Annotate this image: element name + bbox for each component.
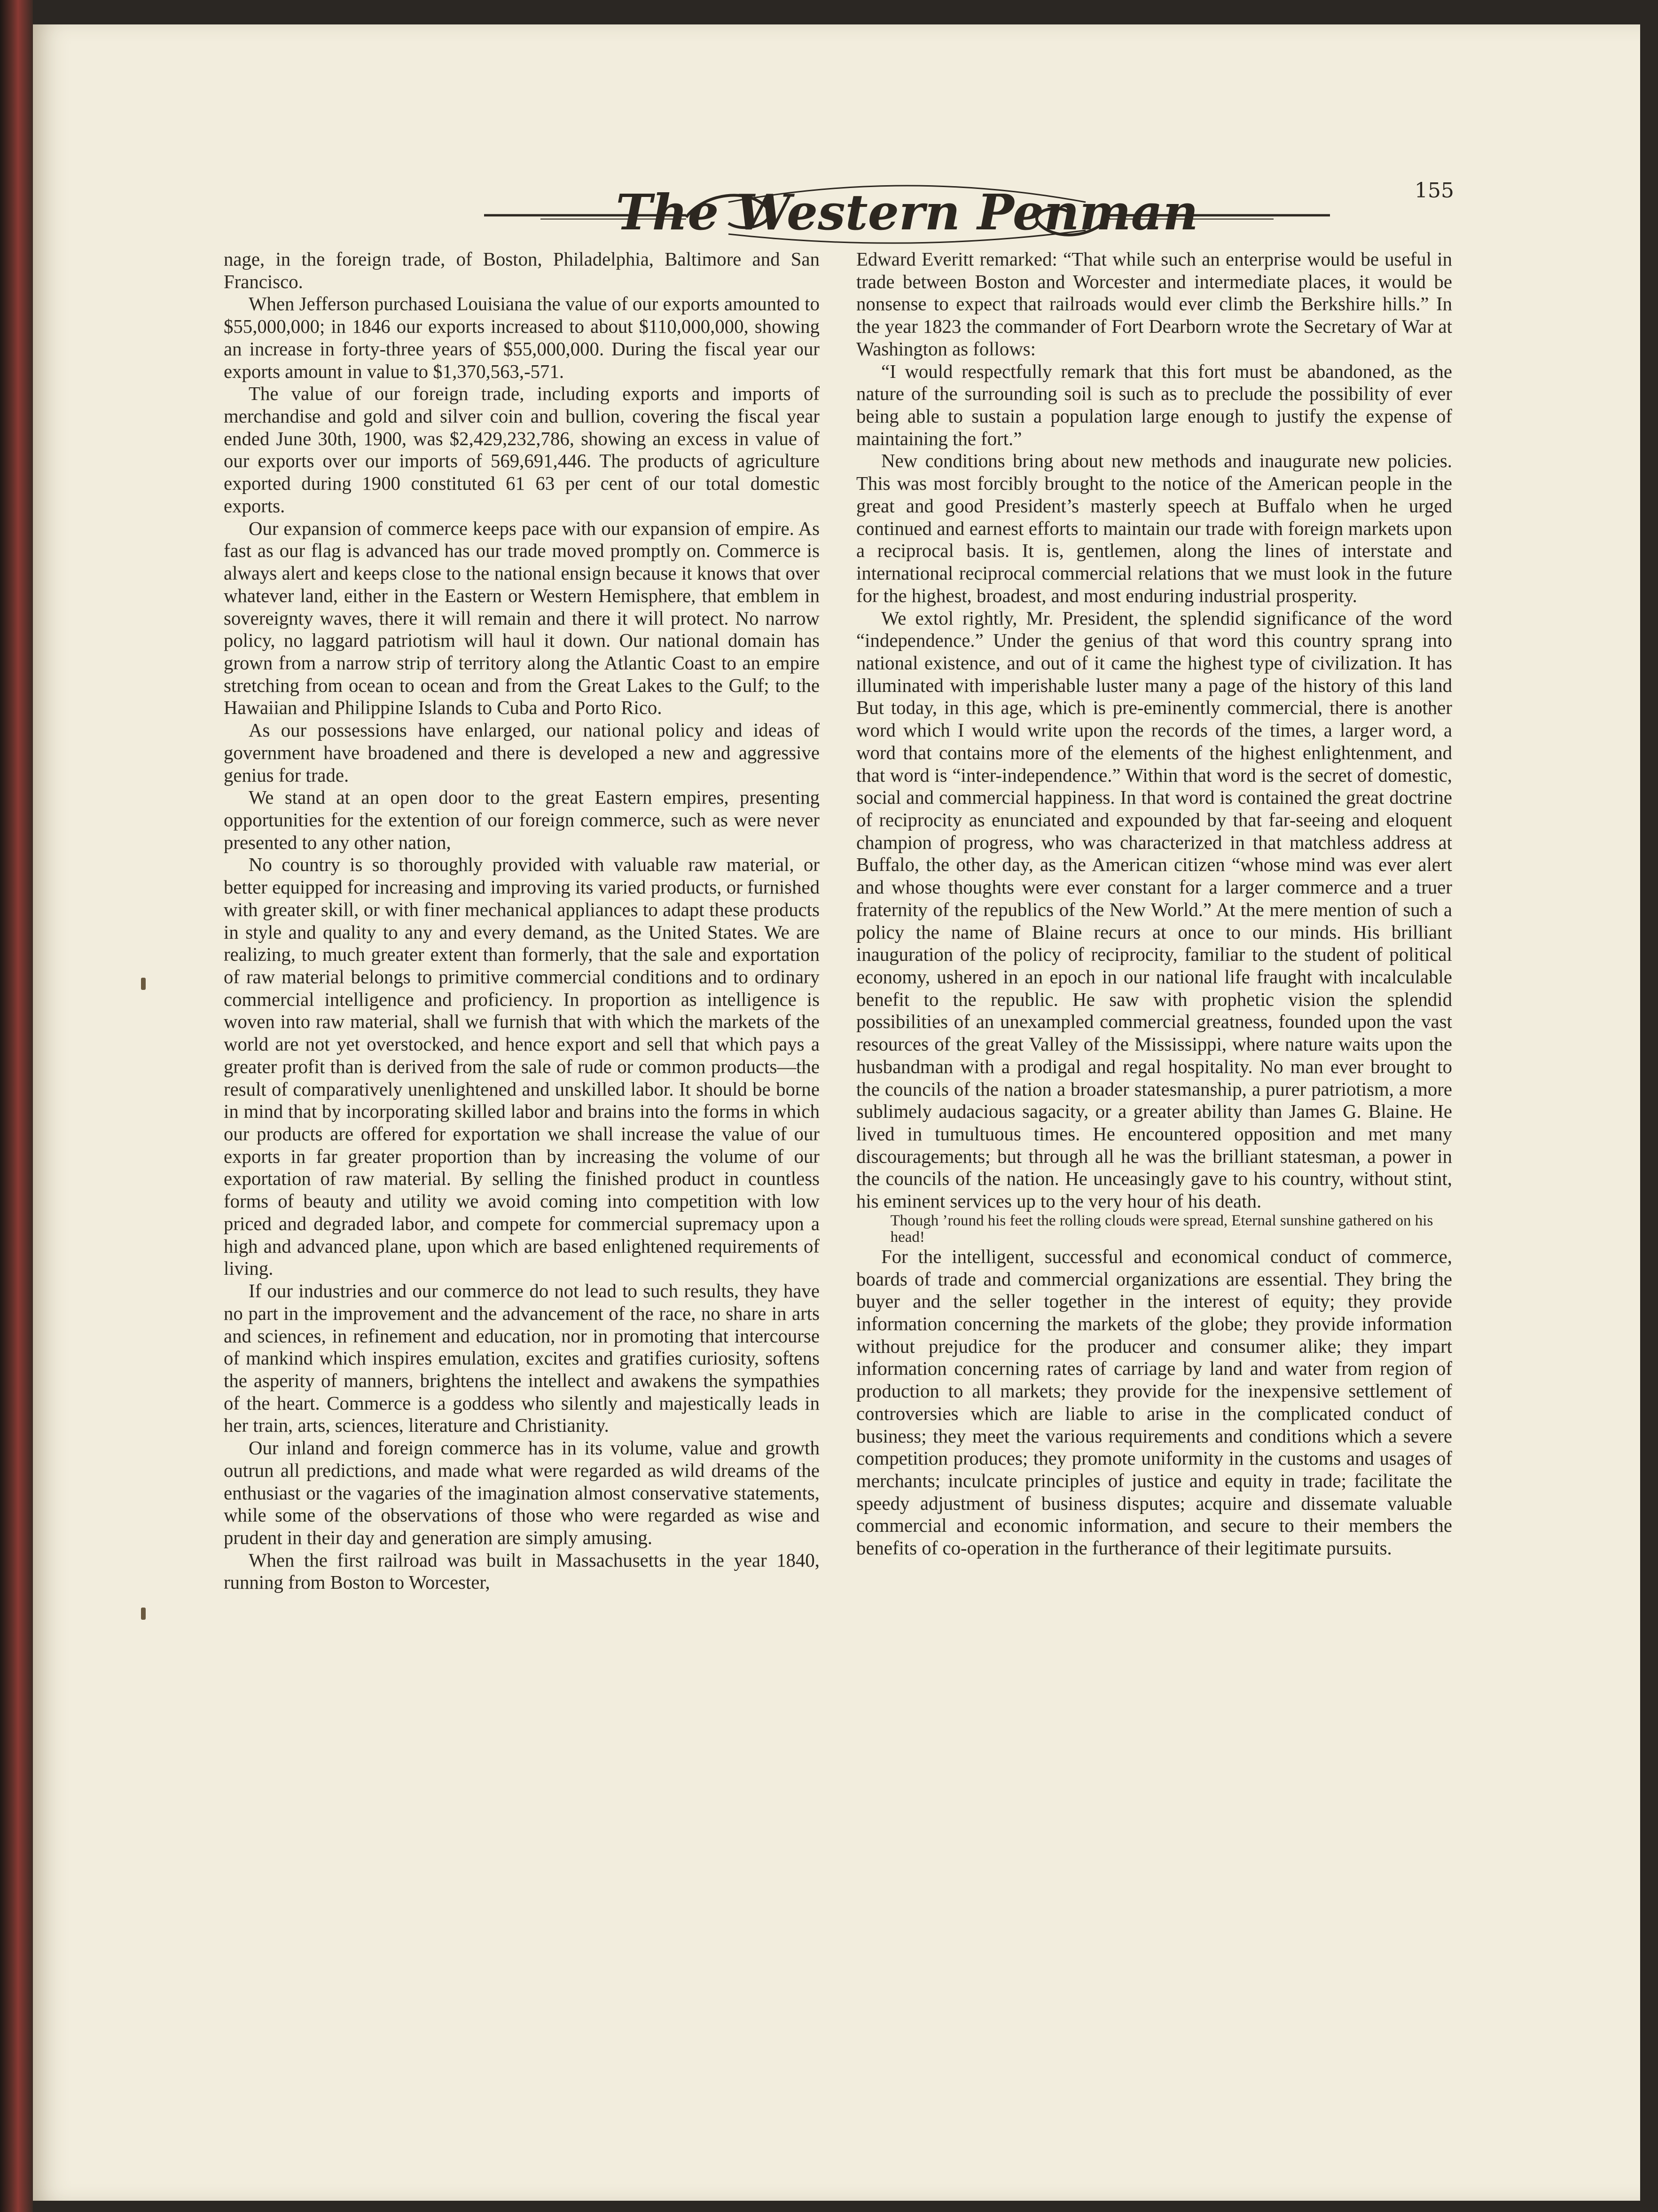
paragraph: If our industries and our commerce do not lead to such results, they have no part in the improvement and the advancement of the race, no share in arts and sciences, in refinement and education, nor in promoting that intercourse of mankind which inspires emulation, excites and gratifies curiosity, softens the asperity of manners, brightens the intellect and awakens the sympathies of the heart. Commerce is a goddess who silently and majestically leads in her train, arts, sciences, literature and Christianity.: [224, 1280, 820, 1436]
book-spine: [0, 0, 33, 2212]
paragraph: When Jefferson purchased Louisiana the value of our exports amounted to $55,000,000; in 1846 our exports increased to about $110,000,000, showing an increase in forty-three years of $55,000,000. During the fiscal year our exports amount in value to $1,370,563,-571.: [224, 293, 820, 382]
page-number: 155: [1415, 179, 1454, 203]
paragraph: As our possessions have enlarged, our national policy and ideas of government have broadened and there is developed a new and aggressive genius for trade.: [224, 720, 820, 786]
paragraph: The value of our foreign trade, including exports and imports of merchandise and gold and silver coin and bullion, covering the fiscal year ended June 30th, 1900, was $2,429,232,786, showing an excess in value of our exports over our imports of 569,691,446. The products of agriculture exported during 1900 constituted 61 63 per cent of our total domestic exports.: [224, 383, 820, 517]
paragraph: Edward Everitt remarked: “That while such an enterprise would be useful in trade between Boston and Worcester and intermediate places, it would be nonsense to expect that railroads would ever climb the Berkshire hills.” In the year 1823 the commander of Fort Dearborn wrote the Secretary of War at Washington as follows:: [856, 249, 1452, 360]
verse-quotation: Though ’round his feet the rolling clouds were spread, Eternal sunshine gathered on his head!: [890, 1212, 1433, 1246]
quotation-paragraph: “I would respectfully remark that this fort must be abandoned, as the nature of the surrounding soil is such as to preclude the possibility of ever being able to sustain a population large enough to justify the expense of maintaining the fort.”: [856, 361, 1452, 449]
paragraph: Our inland and foreign commerce has in its volume, value and growth outrun all predictions, and made what were regarded as wild dreams of the enthusiast or the vagaries of the imagination almost conservative statements, while some of the observations of those who were regarded as wise and prudent in their day and generation are simply amusing.: [224, 1437, 820, 1548]
margin-mark: [141, 1608, 146, 1620]
paragraph: We extol rightly, Mr. President, the splendid significance of the word “independence.” Under the genius of that word this country sprang into national existence, and out of it came the highest type of civilization. It has illuminated with imperishable luster many a page of the history of this land But today, in this age, which is pre-eminently commercial, there is another word which I would write upon the records of the times, a larger word, a word that contains more of the elements of the highest enlightenment, and that word is “inter-independence.” Within that word is the secret of domestic, social and commercial happiness. In that word is contained the great doctrine of reciprocity as enunciated and expounded by that far-seeing and eloquent champion of progress, who was characterized in that matchless address at Buffalo, the other day, as the American citizen “whose mind was ever alert and whose thoughts were ever constant for a larger commerce and a truer fraternity of the republics of the New World.” At the mere mention of such a policy the name of Blaine recurs at once to our minds. His brilliant inauguration of the policy of reciprocity, familiar to the student of political economy, ushered in an epoch in our national life fraught with incalculable benefit to the republic. He saw with prophetic vision the splendid possibilities of an unexampled commercial greatness, founded upon the vast resources of the great Valley of the Mississippi, where nature waits upon the husbandman with a prodigal and regal hospitality. No man ever brought to the councils of the nation a broader statesmanship, a purer patriotism, a more sublimely audacious sagacity, or a greater ability than James G. Blaine. He lived in tumultuous times. He encountered opposition and met many discouragements; but through all he was the brilliant statesman, a power in the councils of the nation. He unceasingly gave to his country, without stint, his eminent services up to the very hour of his death.: [856, 607, 1452, 1212]
paragraph: No country is so thoroughly provided with valuable raw material, or better equipped for increasing and improving its varied products, or furnished with greater skill, or with finer mechanical appliances to adapt these products in style and quality to any and every demand, as the United States. We are realizing, to much greater extent than formerly, that the sale and exportation of raw material belongs to primitive commercial conditions and to ordinary commercial intelligence and proficiency. In proportion as intelligence is woven into raw material, shall we furnish that with which the markets of the world are not yet overstocked, and hence export and sell that which pays a greater profit than is derived from the sale of rude or common products—the result of comparatively unenlightened and unskilled labor. It should be borne in mind that by incorporating skilled labor and brains into the forms in which our products are offered for exportation we shall increase the value of our exports in far greater proportion than by increasing the volume of our exportation of raw material. By selling the finished product in countless forms of beauty and utility we avoid coming into competition with low priced and degraded labor, and compete for commercial supremacy upon a high and advanced plane, upon which are based enlightened requirements of living.: [224, 854, 820, 1279]
masthead-ornament-icon: [484, 174, 1330, 254]
right-column: [856, 248, 1452, 2147]
paragraph: We stand at an open door to the great Eastern empires, presenting opportunities for the extention of our foreign commerce, such as were never presented to any other nation,: [224, 787, 820, 853]
left-column: [224, 248, 820, 2147]
paragraph: When the first railroad was built in Massachusetts in the year 1840, running from Boston to Worcester,: [224, 1549, 820, 1593]
paragraph: For the intelligent, successful and economical conduct of commerce, boards of trade and commercial organizations are essential. They bring the buyer and the seller together in the interest of equity; they provide information concerning the markets of the globe; they provide information without prejudice for the producer and consumer alike; they impart information concerning rates of carriage by land and water from region of production to all markets; they provide for the inexpensive settlement of controversies which are liable to arise in the complicated conduct of business; they meet the various requirements and conditions which a severe competition produces; they promote uniformity in the customs and usages of merchants; inculcate principles of justice and equity in trade; facilitate the speedy adjustment of business disputes; acquire and dissemate valuable commercial and economic information, and secure to their members the benefits of co-operation in the furtherance of their legitimate pursuits.: [856, 1246, 1452, 1559]
masthead-title: The Western Penman: [616, 183, 1198, 241]
paragraph: nage, in the foreign trade, of Boston, Philadelphia, Baltimore and San Francisco.: [224, 249, 820, 292]
margin-mark: [141, 978, 146, 990]
paragraph: New conditions bring about new methods and inaugurate new policies. This was most forcibly brought to the notice of the American people in the great and good President’s masterly speech at Buffalo when he urged continued and earnest efforts to maintain our trade with foreign markets upon a reciprocal basis. It is, gentlemen, along the lines of interstate and international reciprocal commercial relations that we must look in the future for the highest, broadest, and most enduring industrial prosperity.: [856, 450, 1452, 606]
paragraph: Our expansion of commerce keeps pace with our expansion of empire. As fast as our flag is advanced has our trade moved promptly on. Commerce is always alert and keeps close to the national ensign because it knows that over whatever land, either in the Eastern or Western Hemisphere, that emblem in sovereignty waves, there it will remain and there it will protect. No narrow policy, no laggard patriotism will haul it down. Our national domain has grown from a narrow strip of territory along the Atlantic Coast to an empire stretching from ocean to ocean and from the Great Lakes to the Gulf; to the Hawaiian and Philippine Islands to Cuba and Porto Rico.: [224, 518, 820, 719]
masthead-logo: [484, 174, 1330, 254]
